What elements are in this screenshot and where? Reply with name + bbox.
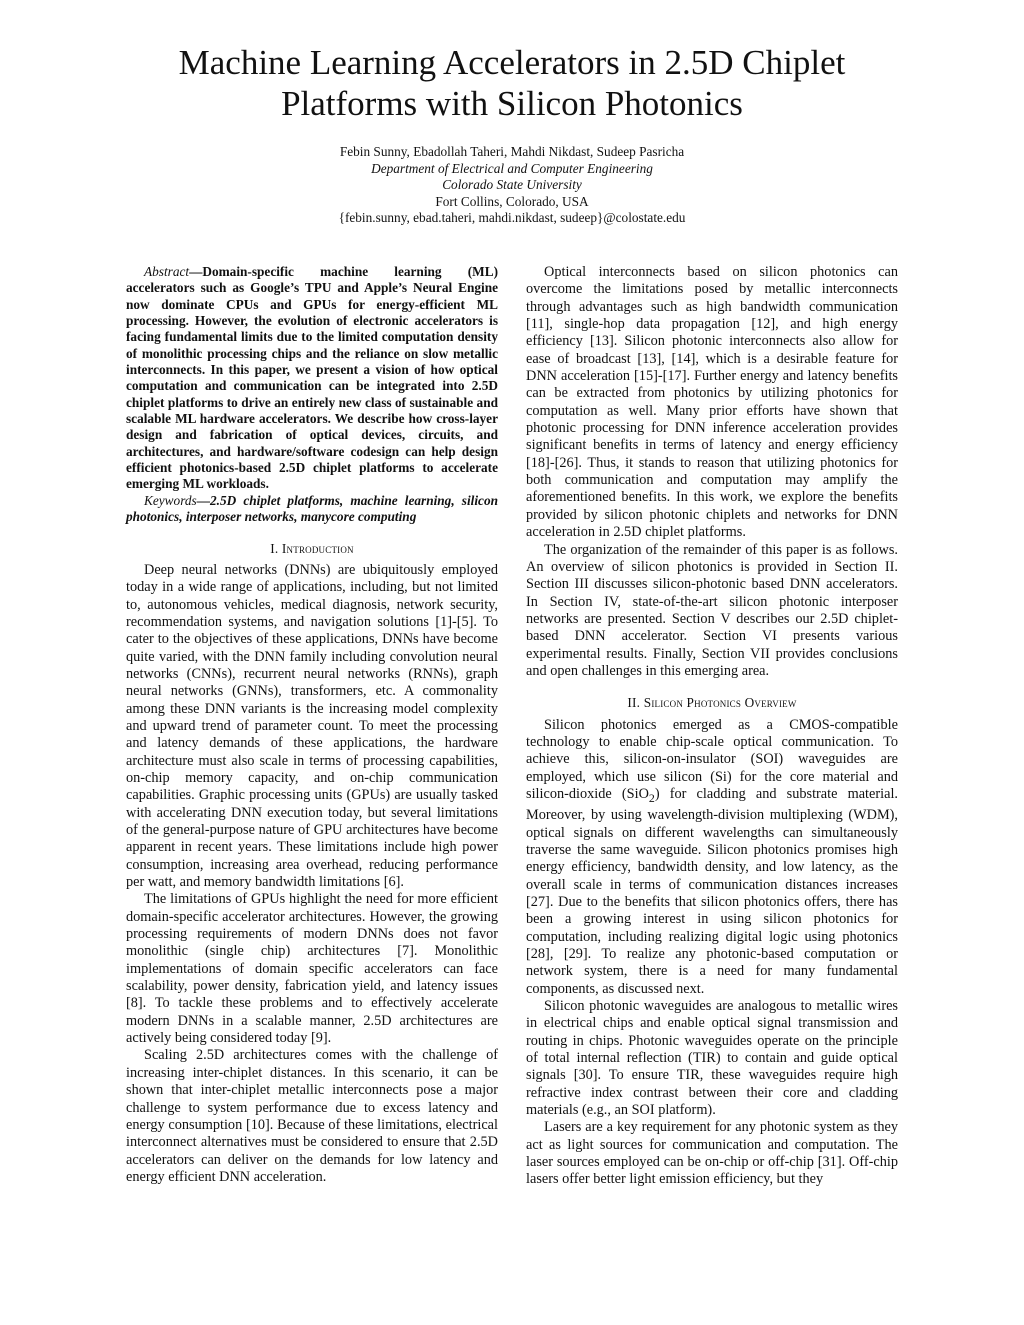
paper-title bbox=[0, 42, 1024, 124]
paragraph: The limitations of GPUs highlight the need for more efficient domain-specific accelerator architectures. However, the growing processing requirements of modern DNNs does not favor monolithic (single chip) architectures [7]. Monolithic implementations of domain specific accelerators can face scalability, power density, fabrication yield, and latency issues [8]. To tackle these problems and to effectively accelerate modern DNNs in a scalable manner, 2.5D architectures are actively being considered today [9]. bbox=[126, 891, 498, 1047]
keywords bbox=[126, 493, 498, 526]
paragraph-text: ) for cladding and substrate material. Moreover, by using wavelength-division multiplexing (WDM), optical signals on different wavelengths can simultaneously traverse the same waveguide. Silicon photonics promises high energy efficiency, bandwidth density, and low latency, as the overall scale in terms of communication distances increases [27]. Due to the benefits that silicon photonics offers, there has been a growing interest in using silicon photonics for computation, including realizing digital logic using photonics [28], [29]. To realize any photonic-based computation or network system, there is a need for many fundamental components, as discussed next. bbox=[526, 785, 898, 997]
section-heading-overview: II. Silicon Photonics Overview bbox=[627, 695, 797, 711]
left-column bbox=[126, 264, 498, 1186]
paragraph: The organization of the remainder of this paper is as follows. An overview of silicon photonics is provided in Section II. Section III discusses silicon-photonic based DNN accelerators. In Section IV, state-of-the-art silicon photonic interposer networks are presented. Section V describes our 2.5D chiplet-based DNN accelerator. Section VI presents various experimental results. Finally, Section VII provides conclusions and open challenges in this emerging area. bbox=[526, 541, 898, 679]
title-line-2: Platforms with Silicon Photonics bbox=[281, 84, 743, 123]
keywords-lead: Keywords bbox=[144, 492, 197, 508]
paragraph: Optical interconnects based on silicon photonics can overcome the limitations posed by metallic interconnects through advantages such as high bandwidth communication [11], single-hop data propagation [12], and high energy efficiency [13]. Silicon photonic interconnects also allow for ease of broadcast [13], [14], which is a desirable feature for DNN acceleration [15]-[17]. Further energy and latency benefits can be extracted from photonics by utilizing photonics for computation as well. Many prior efforts have shown that photonic processing for DNN inference acceleration provides significant benefits in terms of latency and energy efficiency [18]-[26]. Thus, it stands to reason that utilizing photonics for both communication and computation may amplify the aforementioned benefits. In this work, we explore the benefits provided by silicon photonic chiplets and networks for DNN acceleration in 2.5D chiplet platforms. bbox=[526, 264, 898, 541]
section-heading-introduction: I. Introduction bbox=[270, 540, 354, 556]
author-department: Department of Electrical and Computer Engineering bbox=[371, 160, 653, 176]
paragraph-text: Silicon photonics emerged as a CMOS-compatible technology to enable chip-scale optical communication. To achieve this, silicon-on-insulator (SOI) waveguides are employed, which use silicon (Si) for the core material and silicon-dioxide (SiO bbox=[526, 716, 898, 802]
title-line-1: Machine Learning Accelerators in 2.5D Chiplet bbox=[178, 43, 846, 82]
author-block bbox=[0, 144, 1024, 227]
author-email: {febin.sunny, ebad.taheri, mahdi.nikdast, sudeep}@colostate.edu bbox=[338, 210, 686, 225]
abstract-text: —Domain-specific machine learning (ML) accelerators such as Google’s TPU and Apple’s Neural Engine now dominate CPUs and GPUs for energy-efficient ML processing. However, the evolution of electronic accelerators is facing fundamental limits due to the limited computation density of monolithic processing chips and the reliance on slow metallic interconnects. In this paper, we present a vision of how optical computation and communication can be integrated into 2.5D chiplet platforms to drive an entirely new class of sustainable and scalable ML hardware accelerators. We describe how cross-layer design and fabrication of optical devices, circuits, and architectures, and hardware/software codesign can help design efficient photonics-based 2.5D chiplet platforms to accelerate emerging ML workloads. bbox=[126, 264, 498, 492]
paragraph: Scaling 2.5D architectures comes with the challenge of increasing inter-chiplet distances. In this scenario, it can be shown that inter-chiplet metallic interconnects pose a major challenge to system performance due to excess latency and energy consumption [10]. Because of these limitations, electrical interconnect alternatives must be considered to ensure that 2.5D accelerators can deliver on the demands for low latency and energy efficient DNN acceleration. bbox=[126, 1047, 498, 1185]
author-location: Fort Collins, Colorado, USA bbox=[435, 193, 589, 209]
keywords-text: —2.5D chiplet platforms, machine learning, silicon photonics, interposer networks, manycore computing bbox=[126, 492, 498, 525]
author-university: Colorado State University bbox=[442, 177, 582, 192]
right-column bbox=[526, 264, 898, 1189]
subscript: 2 bbox=[648, 790, 655, 805]
abstract bbox=[126, 264, 498, 493]
paragraph: Deep neural networks (DNNs) are ubiquitously employed today in a wide range of applications, including, but not limited to, autonomous vehicles, medical diagnosis, network security, recommendation systems, and navigation solutions [1]-[5]. To cater to the objectives of these applications, DNNs have become quite varied, with the DNN family including convolution neural networks (CNNs), recurrent neural networks (RNNs), graph neural networks (GNNs), transformers, etc. A commonality among these DNN variants is the increasing model complexity and upward trend of parameter count. To meet the processing and latency demands of these applications, the hardware architecture must also scale in terms of processing capabilities, on-chip memory capacity, and on-chip communication capabilities. Graphic processing units (GPUs) are usually tasked with accelerating DNN execution today, but several limitations of the general-purpose nature of GPU architectures have become apparent in recent years. These limitations include high power consumption, increasing area overhead, reducing performance per watt, and memory bandwidth limitations [6]. bbox=[126, 561, 498, 891]
author-names: Febin Sunny, Ebadollah Taheri, Mahdi Nikdast, Sudeep Pasricha bbox=[339, 144, 685, 159]
paragraph: Lasers are a key requirement for any photonic system as they act as light sources for communication and computation. The laser sources employed can be on-chip or off-chip [31]. Off-chip lasers offer better light emission efficiency, but they bbox=[526, 1119, 898, 1188]
paragraph: Silicon photonic waveguides are analogous to metallic wires in electrical chips and enable optical signal transmission and routing in chips. Photonic waveguides operate on the principle of total internal reflection (TIR) to contain and guide optical signals [30]. To ensure TIR, these waveguides require high refractive index contrast between their core and cladding materials (e.g., an SOI platform). bbox=[526, 997, 898, 1119]
abstract-lead: Abstract bbox=[144, 264, 190, 279]
paragraph bbox=[526, 717, 898, 998]
